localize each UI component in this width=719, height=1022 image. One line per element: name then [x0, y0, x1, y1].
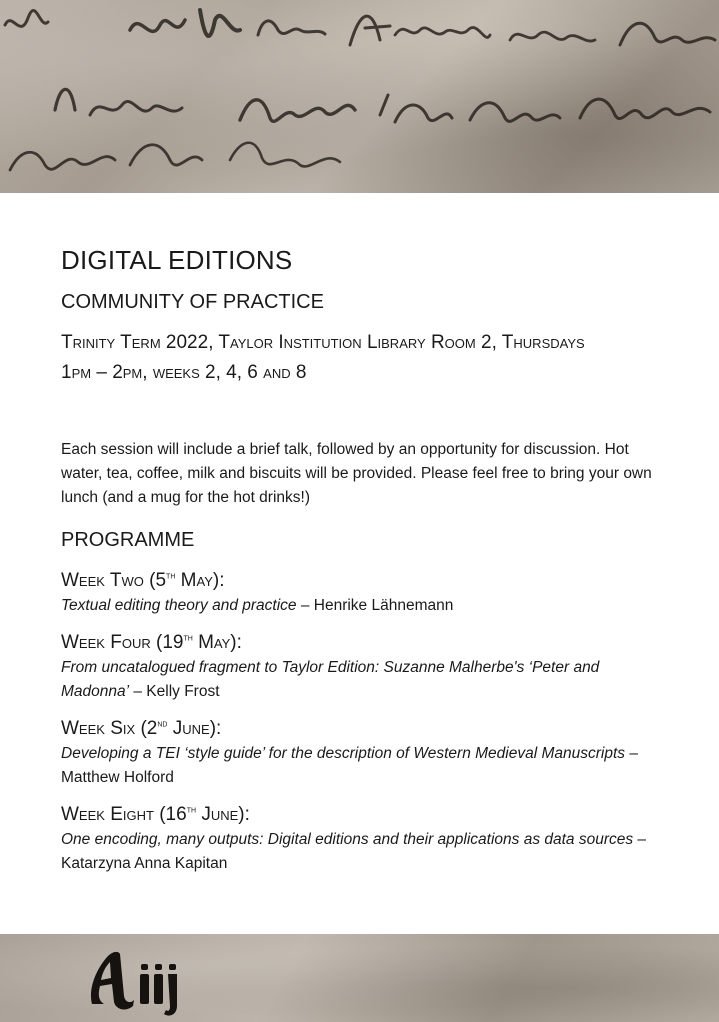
page-title: DIGITAL EDITIONS: [61, 245, 293, 275]
talk-title: From uncatalogued fragment to Taylor Edition: Suzanne Malherbe's ‘Peter and Madonna’: [61, 659, 600, 700]
speaker-name: – Katarzyna Anna Kapitan: [61, 831, 647, 872]
session-description: [61, 742, 661, 790]
talk-title: Developing a TEI ‘style guide’ for the description of Western Medieval Manuscripts: [61, 745, 626, 762]
session-item: [61, 716, 661, 790]
content-area: [61, 240, 661, 876]
session-item: [61, 568, 661, 618]
manuscript-banner-top: [0, 0, 719, 193]
speaker-name: – Kelly Frost: [129, 683, 220, 700]
manuscript-banner-bottom: [0, 934, 719, 1022]
page-subtitle: COMMUNITY OF PRACTICE: [61, 291, 324, 313]
session-heading: Week Two (5th May):: [61, 570, 225, 591]
speaker-name: – Henrike Lähnemann: [296, 597, 454, 614]
speaker-name: – Matthew Holford: [61, 745, 638, 786]
session-description: [61, 656, 661, 704]
session-heading: Week Six (2nd June):: [61, 718, 222, 739]
session-item: [61, 630, 661, 704]
session-heading: Week Eight (16th June):: [61, 804, 250, 825]
term-details: [61, 328, 661, 388]
intro-paragraph: Each session will include a brief talk, followed by an opportunity for discussion. Hot water, tea, coffee, milk and biscuits will be provided. Please feel free to bring your own lunch (and a mug for the hot drinks!): [61, 441, 652, 506]
session-heading: Week Four (19th May):: [61, 632, 242, 653]
blackletter-signature-mark-image: [0, 934, 719, 1022]
session-description: [61, 594, 661, 618]
session-item: [61, 802, 661, 876]
programme-heading: PROGRAMME: [61, 529, 195, 551]
session-description: [61, 828, 661, 876]
talk-title: Textual editing theory and practice: [61, 597, 297, 614]
talk-title: One encoding, many outputs: Digital editions and their applications as data sources: [61, 831, 634, 848]
term-line-1: Trinity Term 2022, Taylor Institution Library Room 2, Thursdays: [61, 332, 585, 353]
manuscript-handwriting-image: [0, 0, 719, 193]
term-line-2: 1pm – 2pm, weeks 2, 4, 6 and 8: [61, 362, 307, 383]
